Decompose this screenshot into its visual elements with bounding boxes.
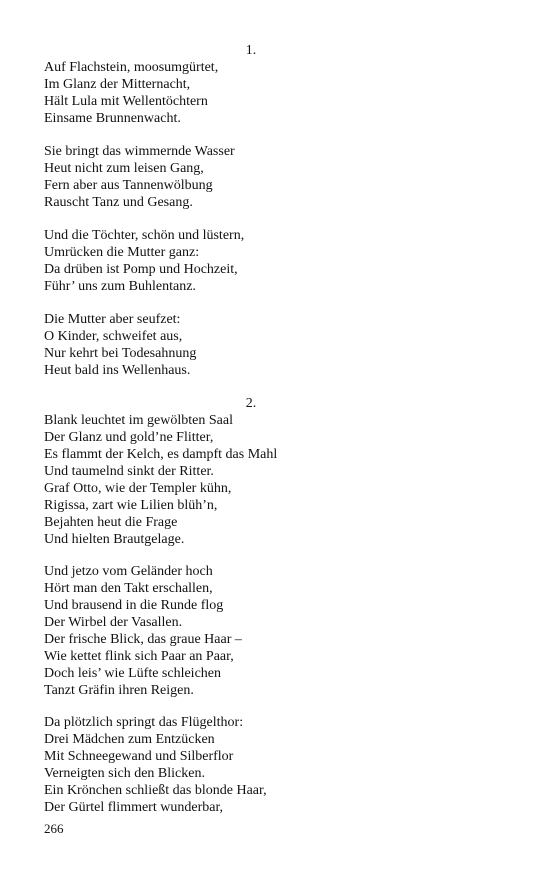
verse-line: Auf Flachstein, moosumgürtet, — [44, 60, 219, 75]
verse-line: Heut nicht zum leisen Gang, — [44, 161, 204, 176]
verse-line: Der Wirbel der Vasallen. — [44, 615, 183, 630]
verse-line: Nur kehrt bei Todesahnung — [44, 346, 197, 361]
verse-line: Der Glanz und gold’ne Flitter, — [44, 430, 214, 445]
verse-line: Hört man den Takt erschallen, — [44, 581, 213, 596]
verse-line: Im Glanz der Mitternacht, — [44, 77, 191, 92]
verse-line: Und taumelnd sinkt der Ritter. — [44, 464, 214, 479]
verse-line: Graf Otto, wie der Templer kühn, — [44, 481, 232, 496]
stanza-2-2 — [44, 563, 514, 699]
stanza-1-1 — [44, 59, 514, 127]
verse-line: Drei Mädchen zum Entzücken — [44, 732, 215, 747]
verse-line: Sie bringt das wimmernde Wasser — [44, 144, 235, 159]
stanza-2-1 — [44, 412, 514, 548]
verse-line: Fern aber aus Tannenwölbung — [44, 178, 213, 193]
verse-line: Und jetzo vom Geländer hoch — [44, 564, 213, 579]
section-number-1: 1. — [245, 43, 257, 58]
verse-line: Mit Schneegewand und Silberflor — [44, 749, 234, 764]
verse-line: Und brausend in die Runde flog — [44, 598, 224, 613]
verse-line: Tanzt Gräfin ihren Reigen. — [44, 683, 194, 698]
verse-line: Heut bald ins Wellenhaus. — [44, 363, 191, 378]
verse-line: Wie kettet flink sich Paar an Paar, — [44, 649, 234, 664]
verse-line: Führ’ uns zum Buhlentanz. — [44, 279, 196, 294]
stanza-1-2 — [44, 143, 514, 211]
verse-line: Und die Töchter, schön und lüstern, — [44, 228, 245, 243]
verse-line: Da plötzlich springt das Flügelthor: — [44, 715, 244, 730]
verse-line: Ein Krönchen schließt das blonde Haar, — [44, 783, 267, 798]
verse-line: Einsame Brunnenwacht. — [44, 111, 181, 126]
stanza-1-3 — [44, 227, 514, 295]
verse-line: Umrücken die Mutter ganz: — [44, 245, 200, 260]
verse-line: Rauscht Tanz und Gesang. — [44, 195, 193, 210]
stanza-1-4 — [44, 311, 514, 379]
page-number: 266 — [44, 821, 64, 836]
verse-line: O Kinder, schweifet aus, — [44, 329, 183, 344]
verse-line: Doch leis’ wie Lüfte schleichen — [44, 666, 222, 681]
verse-line: Der frische Blick, das graue Haar – — [44, 632, 242, 647]
verse-line: Es flammt der Kelch, es dampft das Mahl — [44, 447, 278, 462]
stanza-2-3 — [44, 714, 514, 816]
section-number-2: 2. — [245, 396, 257, 411]
verse-line: Bejahten heut die Frage — [44, 515, 178, 530]
verse-line: Rigissa, zart wie Lilien blüh’n, — [44, 498, 218, 513]
verse-line: Hält Lula mit Wellentöchtern — [44, 94, 208, 109]
verse-line: Die Mutter aber seufzet: — [44, 312, 181, 327]
verse-line: Da drüben ist Pomp und Hochzeit, — [44, 262, 238, 277]
verse-line: Und hielten Brautgelage. — [44, 532, 185, 547]
verse-line: Der Gürtel flimmert wunderbar, — [44, 800, 224, 815]
verse-line: Blank leuchtet im gewölbten Saal — [44, 413, 233, 428]
verse-line: Verneigten sich den Blicken. — [44, 766, 205, 781]
